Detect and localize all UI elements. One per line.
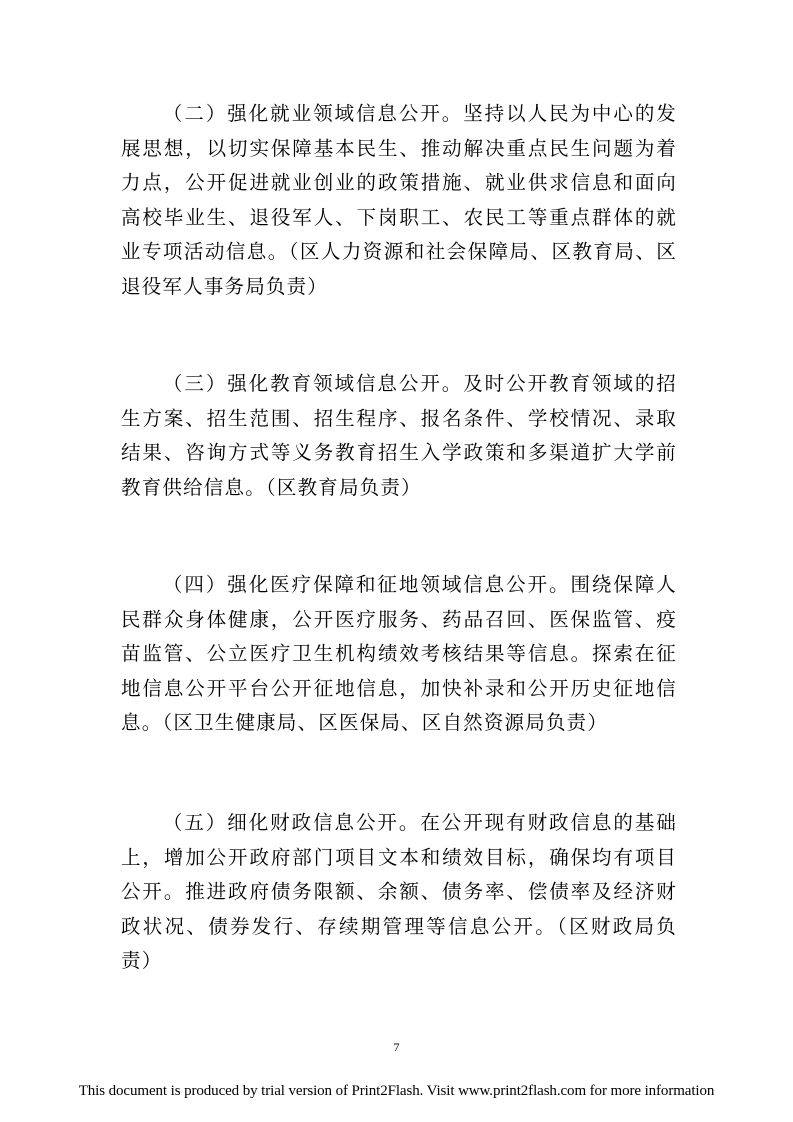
- paragraph-employment: （二）强化就业领域信息公开。坚持以人民为中心的发展思想，以切实保障基本民生、推动解决重点民生问题为着力点，公开促进就业创业的政策措施、就业供求信息和面向高校毕业生、退役军人、下岗职工、农民工等重点群体的就业专项活动信息。（区人力资源和社会保障局、区教育局、区退役军人事务局负责）: [121, 102, 677, 298]
- paragraph-finance: （五）细化财政信息公开。在公开现有财政信息的基础上，增加公开政府部门项目文本和绩效目标，确保均有项目公开。推进政府债务限额、余额、债务率、偿债率及经济财政状况、债券发行、存续期管理等信息公开。（区财政局负责）: [121, 811, 677, 973]
- paragraph-education: （三）强化教育领域信息公开。及时公开教育领域的招生方案、招生范围、招生程序、报名条件、学校情况、录取结果、咨询方式等义务教育招生入学政策和多渠道扩大学前教育供给信息。（区教育局负责）: [121, 372, 677, 499]
- page-number: 7: [393, 1040, 400, 1054]
- trial-notice: This document is produced by trial version of Print2Flash. Visit www.print2flash.com for more information: [78, 1083, 715, 1099]
- paragraph-medical-land: （四）强化医疗保障和征地领域信息公开。围绕保障人民群众身体健康，公开医疗服务、药品召回、医保监管、疫苗监管、公立医疗卫生机构绩效考核结果等信息。探索在征地信息公开平台公开征地信息，加快补录和公开历史征地信息。（区卫生健康局、区医保局、区自然资源局负责）: [121, 573, 677, 735]
